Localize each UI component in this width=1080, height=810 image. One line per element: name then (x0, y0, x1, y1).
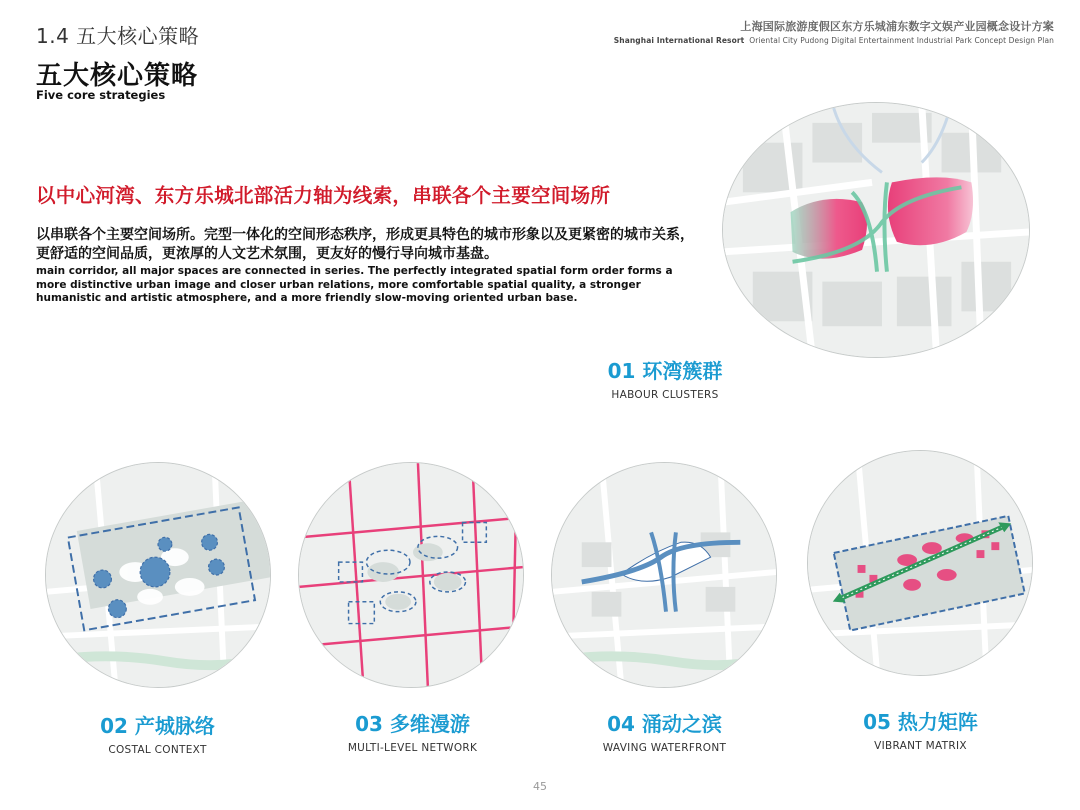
brand-title-en-rest: Oriental City Pudong Digital Entertainment Industrial Park Concept Design Plan (749, 36, 1054, 45)
strategy-02-map (46, 463, 270, 687)
page-subtitle: Five core strategies (36, 88, 166, 102)
strategy-03-diagram (298, 462, 524, 688)
strategy-01-title: 01 环湾簇群 (607, 359, 723, 383)
body-text-en: main corridor, all major spaces are connected in series. The perfectly integrated spatial form order forms a more distinctive urban image and closer urban relations, more comfortable spatial quality, a stronger humanistic and artistic atmosphere, and a more friendly slow-moving oriented urban base. (36, 265, 673, 304)
body-text-cn: 以串联各个主要空间场所。完型一体化的空间形态秩序，形成更具特色的城市形象以及更紧密的城市关系，更舒适的空间品质，更浓厚的人文艺术氛围，更友好的慢行导向城市基盘。 (36, 227, 694, 262)
strategy-02-diagram (45, 462, 271, 688)
page-number: 45 (533, 780, 547, 793)
section-label: 1.4 五大核心策略 (36, 24, 200, 48)
strategy-05-map (808, 451, 1032, 675)
strategy-04-subtitle: WAVING WATERFRONT (602, 742, 727, 754)
strategy-01-diagram (722, 102, 1030, 358)
strategy-02-subtitle: COSTAL CONTEXT (108, 744, 207, 756)
headline: 以中心河湾、东方乐城北部活力轴为线索，串联各个主要空间场所 (36, 184, 611, 207)
strategy-01-subtitle: HABOUR CLUSTERS (611, 389, 719, 401)
brand-title-en-bold: Shanghai International Resort (613, 36, 745, 45)
strategy-04-diagram (551, 462, 777, 688)
strategy-04-title: 04 涌动之滨 (607, 712, 722, 736)
strategy-02-title: 02 产城脉络 (100, 714, 215, 738)
strategy-05-diagram (807, 450, 1033, 676)
strategy-05-title: 05 热力矩阵 (863, 710, 978, 734)
strategy-01-map (723, 103, 1029, 357)
brand-title-en (614, 36, 1054, 45)
strategy-03-map (299, 463, 523, 687)
brand-title-cn: 上海国际旅游度假区东方乐城浦东数字文娱产业园概念设计方案 (740, 20, 1054, 33)
page-title: 五大核心策略 (36, 61, 199, 91)
strategy-03-title: 03 多维漫游 (355, 712, 470, 736)
strategy-04-map (552, 463, 776, 687)
strategy-03-subtitle: MULTI-LEVEL NETWORK (347, 742, 478, 754)
strategy-05-subtitle: VIBRANT MATRIX (874, 740, 967, 752)
